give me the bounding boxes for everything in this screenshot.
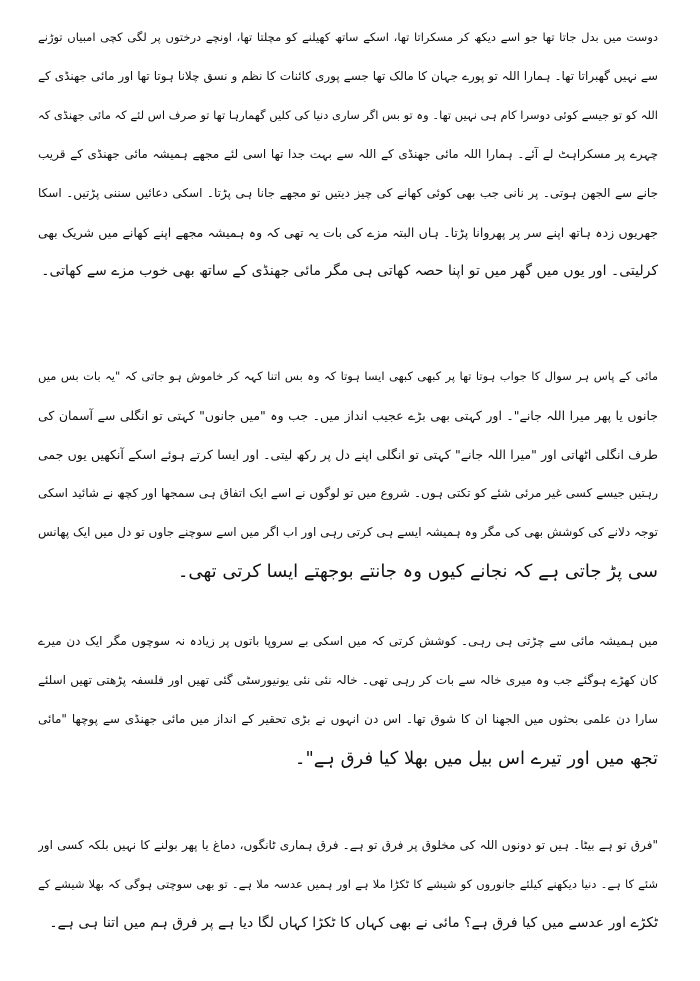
text-line: جھریوں زدہ ہاتھ اپنے سر پر پھروانا پڑتا۔ ہاں البتہ مزے کی بات یہ تھی کہ وہ ہمیشہ مجھے اپنے کھانے میں شریک بھی — [38, 225, 658, 240]
text-line: طرف انگلی اٹھاتی اور "میرا اللہ جانے" کہتی تو انگلی اپنے دل پر رکھ لیتی۔ اور ایسا کرتے ہوئے اسکے آنکھیں یوں جمی — [38, 447, 658, 462]
paragraph-4 — [38, 826, 658, 943]
text-line: ٹکڑے اور عدسے میں کیا فرق ہے؟ مائی نے بھی کہاں کا ٹکڑا کہاں لگا دیا ہے پر فرق ہم میں اتنا ہی ہے۔ — [49, 915, 658, 931]
paragraph-1 — [38, 18, 658, 291]
paragraph-3 — [38, 622, 658, 778]
text-line: سی پڑ جاتی ہے کہ نجانے کیوں وہ جانتے بوجھتے ایسا کرتی تھی۔ — [177, 561, 658, 582]
text-line: رہتیں جیسے کسی غیر مرئی شئے کو تکتی ہوں۔ شروع میں تو لوگوں نے اسے ایک اتفاق ہی سمجھا اور کچھ نے شائید اسکی — [38, 486, 658, 500]
text-line: چہرے پر مسکراہٹ لے آئے۔ ہمارا اللہ مائی جھنڈی کے اللہ سے بہت جدا تھا اسی لئے مجھے ہمیشہ مائی جھنڈی کے قریب — [38, 147, 658, 161]
text-line: مائی کے پاس ہر سوال کا جواب ہوتا تھا پر کبھی کبھی ایسا ہوتا کہ وہ بس اتنا کہہ کر خاموش ہو جاتی کہ "یہ بات بس میں — [38, 369, 658, 383]
text-line: جانے سے الجھن ہوتی۔ پر نانی جب بھی کوئی کھانے کی چیز دیتیں تو مجھے جانا ہی پڑتا۔ اسکی دعائیں سننی پڑتیں۔ اسکا — [38, 186, 658, 200]
text-line: سے نہیں گھبراتا تھا۔ ہمارا اللہ تو پورے جہان کا مالک تھا جسے پوری کائنات کا نظم و نسق چلانا ہوتا تھا اور مائی جھنڈی کے — [38, 69, 658, 83]
text-line: تجھ میں اور تیرے اس بیل میں بھلا کیا فرق ہے"۔ — [294, 748, 658, 769]
text-line: اللہ کو تو جیسے کوئی دوسرا کام ہی نہیں تھا۔ وہ تو بس اگر ساری دنیا کی کلیں گھمارہا تھا تو صرف اس لئے کہ مائی جھنڈی کہ — [38, 108, 658, 122]
text-line: جانوں یا پھر میرا اللہ جانے"۔ اور کہتی بھی بڑے عجیب انداز میں۔ جب وہ "میں جانوں" کہتی تو انگلی سے آسمان کی — [38, 408, 658, 423]
text-line: میں ہمیشہ مائی سے چڑتی ہی رہی۔ کوشش کرتی کہ میں اسکی بے سروپا باتوں پر زیادہ نہ سوچوں مگر ایک دن میرے — [38, 634, 658, 648]
text-line: کرلیتی۔ اور یوں میں گھر میں تو اپنا حصہ کھاتی ہی مگر مائی جھنڈی کے ساتھ بھی خوب مزے سے کھاتی۔ — [41, 263, 658, 279]
paragraph-2 — [38, 357, 658, 591]
text-line: توجہ دلانے کی کوشش بھی کی مگر وہ ہمیشہ ایسے ہی کرتی رہی اور اب اگر میں اسے سوچنے جاوں تو دل میں ایک پھانس — [38, 525, 658, 539]
text-line: شئے کا ہے۔ دنیا دیکھنے کیلئے جانوروں کو شیشے کا ٹکڑا ملا ہے اور ہمیں عدسہ ملا ہے۔ تو بھی سوچتی ہوگی کہ بھلا شیشے کے — [38, 877, 658, 891]
text-line: کان کھڑے ہوگئے جب وہ میری خالہ سے بات کر رہی تھی۔ خالہ نئی نئی یونیورسٹی گئی تھیں اور فلسفہ پڑھتی تھیں اسلئے — [38, 673, 658, 687]
text-line: دوست میں بدل جاتا تھا جو اسے دیکھ کر مسکراتا تھا، اسکے ساتھ کھیلنے کو مچلتا تھا، اونچے درختوں پر لگی کچی امبیاں توڑنے — [38, 30, 658, 44]
text-line: سارا دن علمی بحثوں میں الجھنا ان کا شوق تھا۔ اس دن انہوں نے بڑی تحقیر کے انداز میں مائی جھنڈی سے پوچھا "مائی — [38, 712, 658, 726]
text-line: "فرق تو ہے بیٹا۔ ہیں تو دونوں اللہ کی مخلوق پر فرق تو ہے۔ فرق ہماری ٹانگوں، دماغ یا پھر بولنے کا نہیں بلکہ کسی اور — [38, 838, 658, 852]
